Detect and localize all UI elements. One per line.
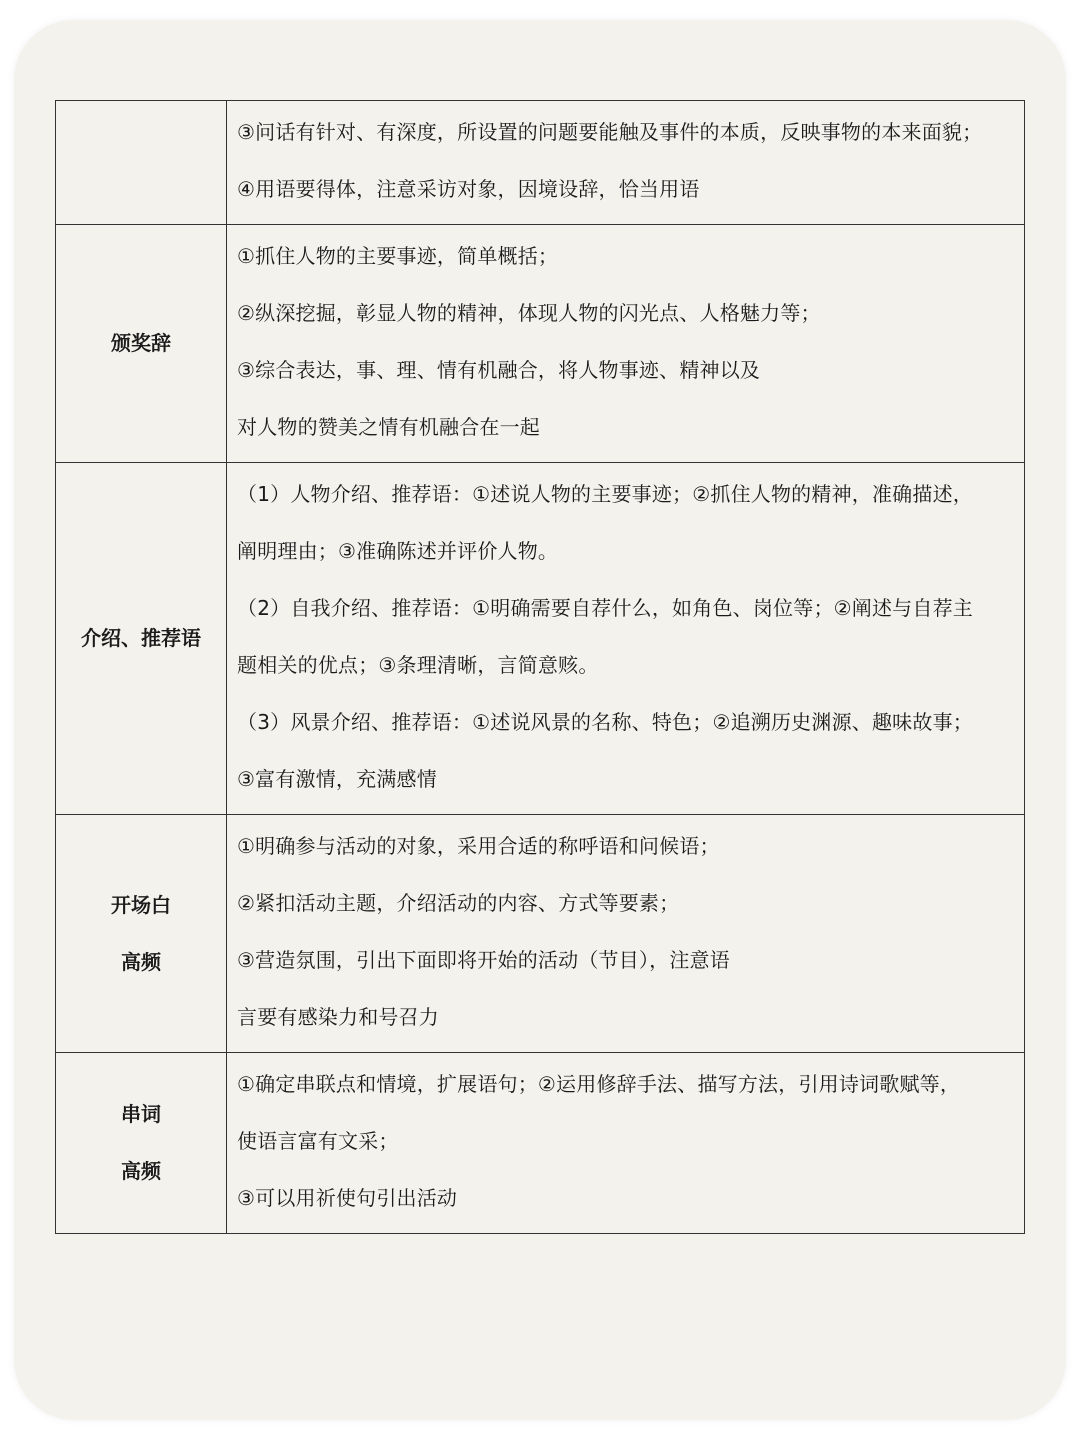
content-line: ③营造氛围，引出下面即将开始的活动（节目），注意语 bbox=[237, 948, 730, 972]
table-row bbox=[56, 463, 1025, 815]
row-content-cell bbox=[227, 463, 1025, 815]
row-label-cell bbox=[56, 463, 227, 815]
table-row bbox=[56, 1053, 1025, 1234]
row-label: 介绍、推荐语 bbox=[81, 626, 201, 650]
table-row bbox=[56, 225, 1025, 463]
row-content-cell bbox=[227, 225, 1025, 463]
row-label: 串词 bbox=[121, 1102, 161, 1126]
content-line: ③可以用祈使句引出活动 bbox=[237, 1186, 458, 1210]
content-line: 对人物的赞美之情有机融合在一起 bbox=[237, 415, 540, 439]
row-content-cell bbox=[227, 815, 1025, 1053]
content-line: ③富有激情，充满感情 bbox=[237, 767, 437, 791]
row-tag: 高频 bbox=[121, 949, 161, 974]
content-line: ③综合表达，事、理、情有机融合，将人物事迹、精神以及 bbox=[237, 358, 761, 382]
notes-table bbox=[55, 100, 1025, 1234]
content-line: 言要有感染力和号召力 bbox=[237, 1005, 439, 1029]
content-line: ①明确参与活动的对象，采用合适的称呼语和问候语； bbox=[237, 834, 720, 858]
content-line: （3）风景介绍、推荐语：①述说风景的名称、特色；②追溯历史渊源、趣味故事； bbox=[237, 710, 973, 734]
content-line: ③问话有针对、有深度，所设置的问题要能触及事件的本质，反映事物的本来面貌； bbox=[237, 120, 983, 144]
content-line: （2）自我介绍、推荐语：①明确需要自荐什么，如角色、岗位等；②阐述与自荐主 bbox=[237, 596, 973, 620]
content-line: 使语言富有文采； bbox=[237, 1129, 399, 1153]
row-label: 颁奖辞 bbox=[111, 331, 171, 355]
row-content-cell bbox=[227, 101, 1025, 225]
content-line: ②纵深挖掘，彰显人物的精神，体现人物的闪光点、人格魅力等； bbox=[237, 301, 821, 325]
content-line: 题相关的优点；③条理清晰，言简意赅。 bbox=[237, 653, 599, 677]
content-line: （1）人物介绍、推荐语：①述说人物的主要事迹；②抓住人物的精神，准确描述， bbox=[237, 482, 973, 506]
content-line: ②紧扣活动主题，介绍活动的内容、方式等要素； bbox=[237, 891, 680, 915]
content-line: ①确定串联点和情境，扩展语句；②运用修辞手法、描写方法，引用诗词歌赋等， bbox=[237, 1072, 961, 1096]
content-line: ④用语要得体，注意采访对象，因境设辞，恰当用语 bbox=[237, 177, 700, 201]
row-label: 开场白 bbox=[111, 892, 171, 917]
row-label-cell bbox=[56, 225, 227, 463]
row-label-cell bbox=[56, 1053, 227, 1234]
row-content-cell bbox=[227, 1053, 1025, 1234]
row-label-cell bbox=[56, 101, 227, 225]
table-row bbox=[56, 815, 1025, 1053]
content-line: ①抓住人物的主要事迹，简单概括； bbox=[237, 244, 559, 268]
row-tag: 高频 bbox=[121, 1159, 161, 1183]
row-label-cell bbox=[56, 815, 227, 1053]
content-line: 阐明理由；③准确陈述并评价人物。 bbox=[237, 539, 559, 563]
table-row bbox=[56, 101, 1025, 225]
